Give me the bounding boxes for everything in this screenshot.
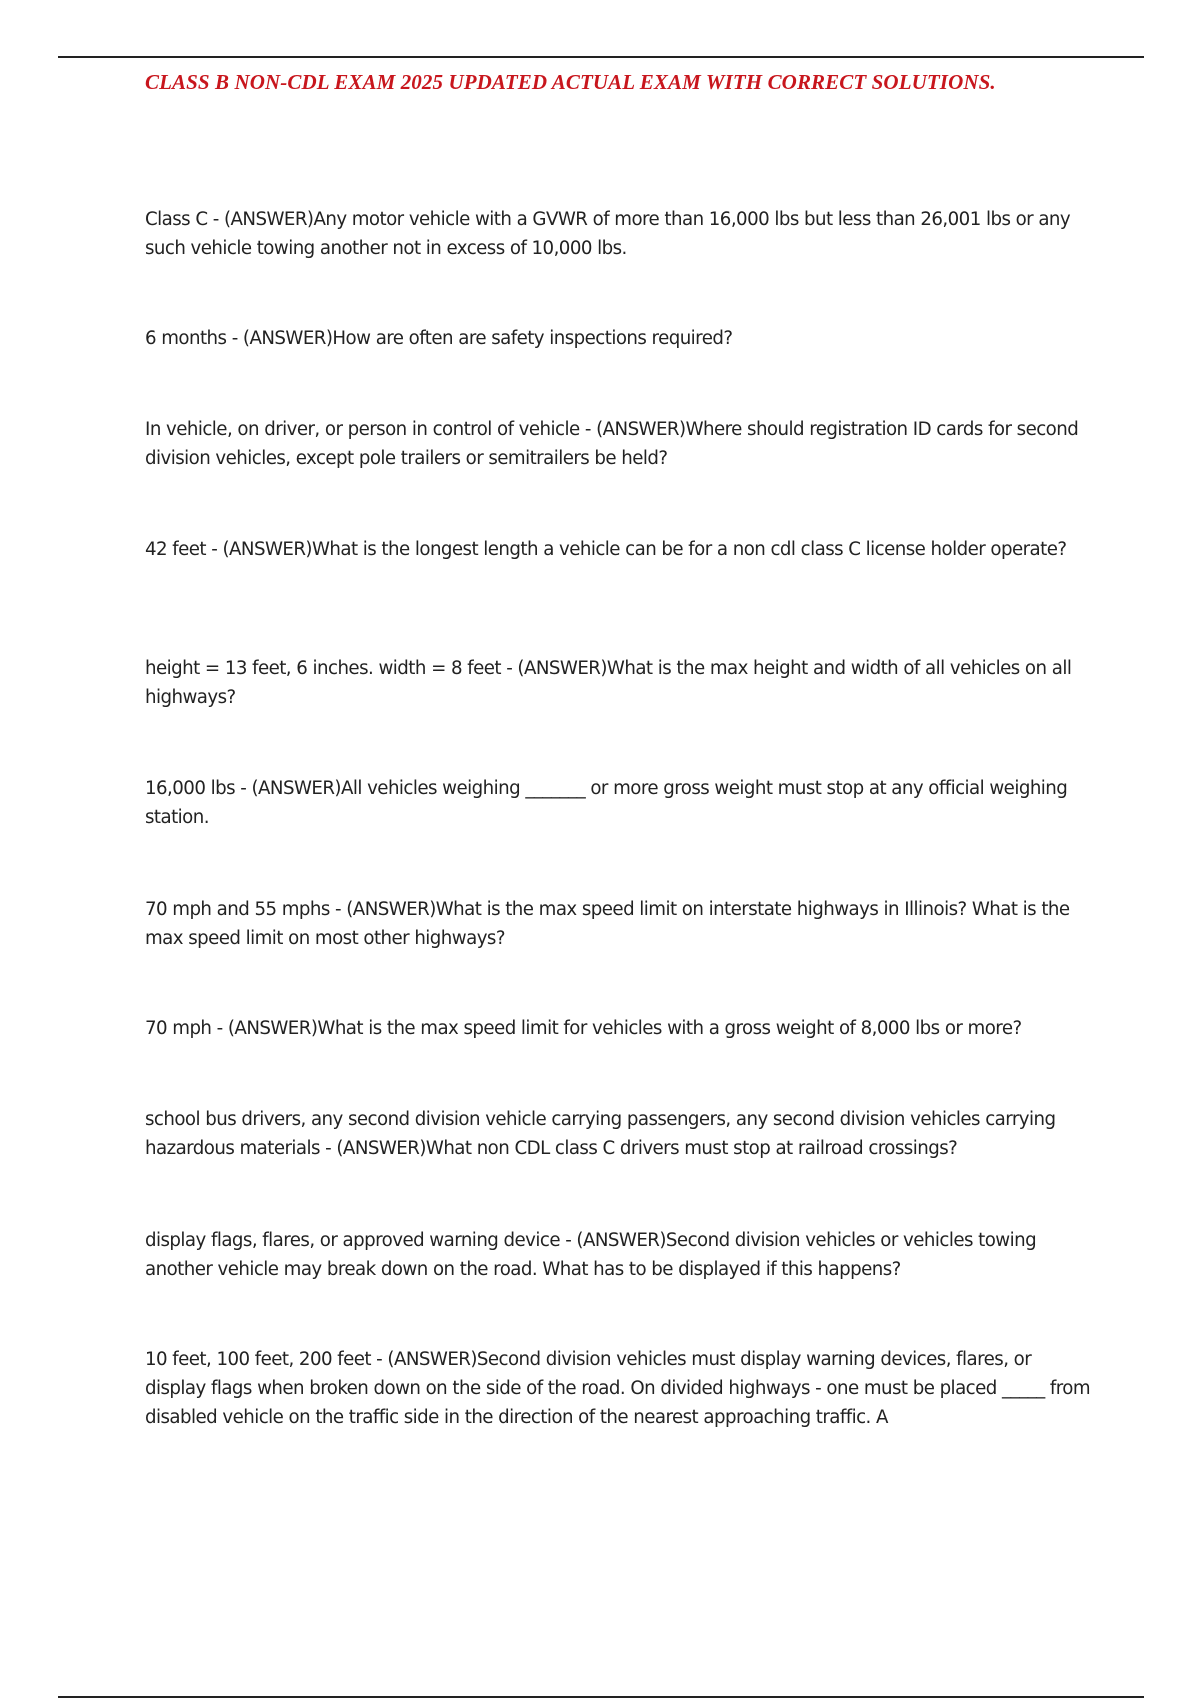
document-title: CLASS B NON-CDL EXAM 2025 UPDATED ACTUAL EXAM WITH CORRECT SOLUTIONS.	[145, 70, 996, 94]
qa-entry-class-c: Class C - (ANSWER)Any motor vehicle with a GVWR of more than 16,000 lbs but less than 26,001 lbs or any such vehicle towing another not in excess of 10,000 lbs.	[145, 209, 1071, 259]
qa-entry-speed-limits: 70 mph and 55 mphs - (ANSWER)What is the max speed limit on interstate highways in Illinois? What is the max speed limit on most other highways?	[145, 899, 1070, 949]
top-rule	[58, 56, 1144, 58]
qa-entry-gross-weight-speed: 70 mph - (ANSWER)What is the max speed limit for vehicles with a gross weight of 8,000 lbs or more?	[145, 1018, 1022, 1039]
qa-entry-max-height-width: height = 13 feet, 6 inches. width = 8 feet - (ANSWER)What is the max height and width of all vehicles on all highways?	[145, 658, 1072, 708]
qa-entry-railroad-crossings: school bus drivers, any second division vehicle carrying passengers, any second division vehicles carrying hazardous materials - (ANSWER)What non CDL class C drivers must stop at railroad crossings?	[145, 1109, 1056, 1159]
bottom-rule	[58, 1696, 1144, 1698]
qa-entry-breakdown-display: display flags, flares, or approved warning device - (ANSWER)Second division vehicles or vehicles towing another vehicle may break down on the road. What has to be displayed if this happens?	[145, 1230, 1037, 1280]
qa-entry-warning-device-distances: 10 feet, 100 feet, 200 feet - (ANSWER)Second division vehicles must display warning devices, flares, or display flags when broken down on the side of the road. On divided highways - one must be placed _____ from disabled vehicle on the traffic side in the direction of the nearest approaching traffic. A	[145, 1349, 1091, 1428]
qa-entry-safety-inspections: 6 months - (ANSWER)How are often are safety inspections required?	[145, 328, 733, 349]
qa-entry-registration-id: In vehicle, on driver, or person in control of vehicle - (ANSWER)Where should registration ID cards for second division vehicles, except pole trailers or semitrailers be held?	[145, 419, 1079, 469]
qa-entry-longest-length: 42 feet - (ANSWER)What is the longest length a vehicle can be for a non cdl class C license holder operate?	[145, 539, 1067, 560]
qa-entry-weighing-station: 16,000 lbs - (ANSWER)All vehicles weighing _______ or more gross weight must stop at any official weighing station.	[145, 778, 1068, 828]
